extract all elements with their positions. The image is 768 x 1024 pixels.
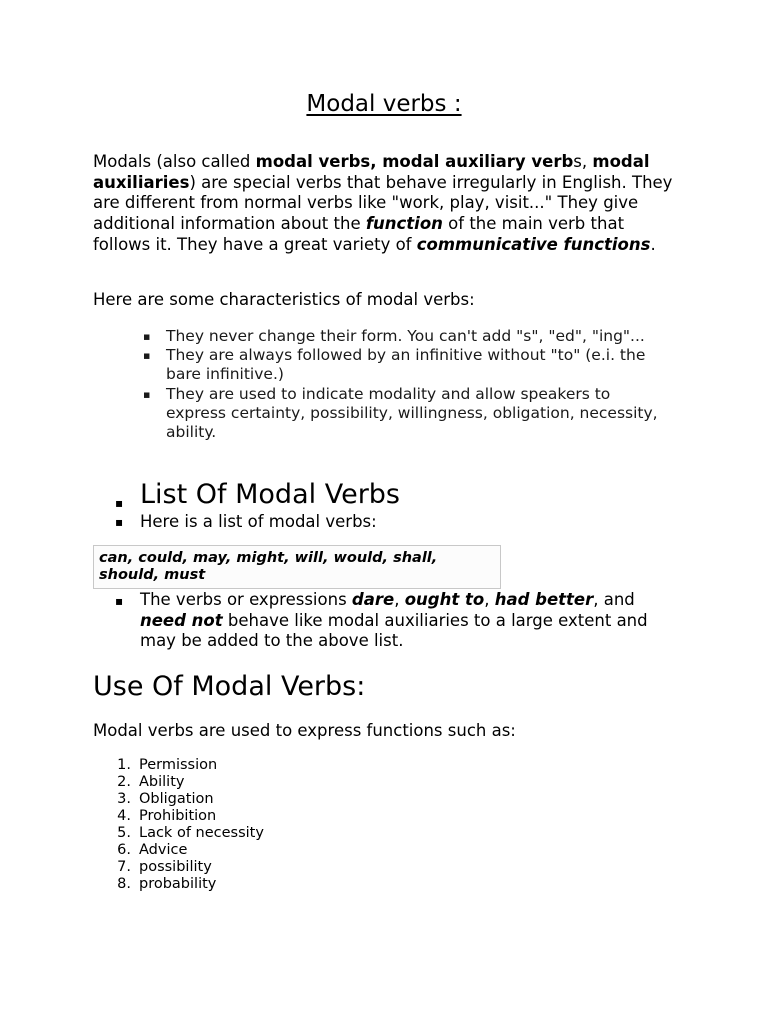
- verbs-note-bold-4: need not: [140, 610, 223, 630]
- function-label: Prohibition: [139, 808, 217, 824]
- function-label: Ability: [139, 774, 185, 790]
- characteristics-intro: Here are some characteristics of modal verbs:: [93, 290, 475, 309]
- list-item: [93, 876, 264, 893]
- list-item-text: They never change their form. You can't add "s", "ed", "ing"...: [166, 327, 645, 345]
- list-item: [93, 842, 264, 859]
- list-item: [93, 825, 264, 842]
- page-title: Modal verbs :: [306, 91, 462, 117]
- intro-bold-1: modal verbs, modal auxiliary verb: [255, 152, 574, 171]
- function-label: possibility: [139, 859, 212, 875]
- intro-paragraph: [93, 152, 683, 256]
- verbs-note-text-3: ,: [484, 590, 495, 609]
- list-item: [93, 346, 673, 384]
- list-item: [93, 774, 264, 791]
- list-item: [93, 327, 673, 346]
- verbs-note-bold-1: dare: [351, 590, 395, 609]
- list-item: [93, 791, 264, 808]
- list-item: [93, 808, 264, 825]
- characteristics-list: [93, 327, 673, 442]
- list-number: 1.: [117, 757, 131, 773]
- list-item: [93, 757, 264, 774]
- list-number: 8.: [117, 876, 131, 892]
- bullet-icon: ▪: [143, 387, 151, 401]
- intro-text-5: .: [650, 234, 656, 254]
- intro-bold-italic-2: communicative functions: [416, 234, 651, 254]
- list-number: 3.: [117, 791, 131, 807]
- verbs-note-bold-2: ought to: [404, 590, 485, 609]
- list-number: 7.: [117, 859, 131, 875]
- bullet-icon: ▪: [115, 496, 124, 510]
- verbs-note-text-1: The verbs or expressions: [140, 590, 352, 609]
- function-label: Permission: [139, 757, 218, 773]
- list-number: 2.: [117, 774, 131, 790]
- use-intro: Modal verbs are used to express functions such as:: [93, 721, 516, 740]
- function-label: probability: [139, 876, 217, 892]
- list-sub-text: Here is a list of modal verbs:: [140, 512, 377, 531]
- verbs-note-item: [93, 590, 673, 652]
- list-heading: List Of Modal Verbs: [140, 479, 400, 510]
- list-heading-section: [93, 478, 400, 512]
- use-heading: Use Of Modal Verbs:: [93, 671, 366, 702]
- bullet-icon: ▪: [115, 594, 124, 608]
- function-label: Lack of necessity: [139, 825, 264, 841]
- intro-bold-2: modal auxiliaries: [93, 152, 650, 192]
- function-label: Advice: [139, 842, 188, 858]
- list-number: 5.: [117, 825, 131, 841]
- list-number: 4.: [117, 808, 131, 824]
- bullet-icon: ▪: [143, 349, 151, 363]
- list-item: [93, 859, 264, 876]
- intro-text-4: of the main verb that follows it. They have a great variety of: [93, 214, 625, 254]
- bullet-icon: ▪: [115, 515, 124, 529]
- list-number: 6.: [117, 842, 131, 858]
- intro-text-3: ) are special verbs that behave irregularly in English. They are different from normal verbs like "work, play, visit..." They give additional information about the: [93, 172, 673, 234]
- list-heading-item: [93, 478, 400, 512]
- verbs-note-text-2: ,: [394, 590, 405, 609]
- list-sub-item: [93, 511, 377, 532]
- verbs-note-bold-3: had better: [494, 590, 594, 609]
- functions-list: [93, 757, 264, 893]
- list-item: [93, 385, 673, 443]
- function-label: Obligation: [139, 791, 214, 807]
- verbs-note-text-5: behave like modal auxiliaries to a large extent and may be added to the above list.: [140, 610, 648, 651]
- intro-text-2: s,: [573, 152, 593, 171]
- intro-bold-italic-1: function: [365, 214, 443, 234]
- list-item-text: They are used to indicate modality and allow speakers to express certainty, possibility, willingness, obligation, necessity, ability.: [166, 384, 658, 442]
- modal-verbs-box: can, could, may, might, will, would, shall, should, must: [93, 545, 501, 589]
- list-item-text: They are always followed by an infinitive without "to" (e.i. the bare infinitive.): [166, 346, 646, 384]
- verbs-note-section: [93, 590, 673, 652]
- bullet-icon: ▪: [143, 330, 151, 343]
- verbs-note-text-4: , and: [593, 590, 635, 609]
- list-sub-section: [93, 511, 377, 532]
- intro-text-1: Modals (also called: [93, 152, 256, 171]
